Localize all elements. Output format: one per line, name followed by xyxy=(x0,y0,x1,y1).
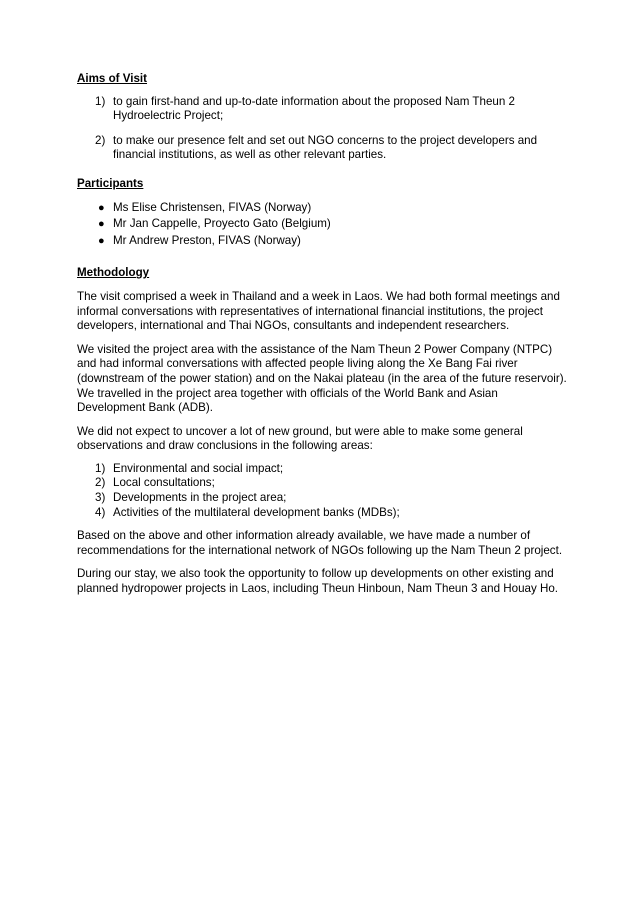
list-item xyxy=(77,506,567,521)
list-item xyxy=(77,476,567,491)
list-text: Ms Elise Christensen, FIVAS (Norway) xyxy=(113,200,312,214)
participants-heading: Participants xyxy=(77,176,144,190)
aims-list xyxy=(77,95,567,163)
bullet-icon: ● xyxy=(98,201,105,214)
list-item xyxy=(77,134,567,163)
list-number: 2) xyxy=(95,133,106,147)
list-text: Developments in the project area; xyxy=(113,491,287,505)
list-item xyxy=(77,201,567,216)
list-text: Mr Andrew Preston, FIVAS (Norway) xyxy=(113,233,301,247)
list-text: Mr Jan Cappelle, Proyecto Gato (Belgium) xyxy=(113,217,331,231)
bullet-icon: ● xyxy=(98,234,105,247)
methodology-paragraph: Based on the above and other information already available, we have made a number of recommendations for the international network of NGOs following up the Nam Theun 2 project. xyxy=(77,529,563,557)
methodology-paragraph: We visited the project area with the assistance of the Nam Theun 2 Power Company (NTPC) and had informal conversations with affected people living along the Xe Bang Fai river (downstream of the power station) and on the Nakai plateau (in the area of the future reservoir). We travelled in the project area together with officials of the World Bank and Asian Development Bank (ADB). xyxy=(77,342,567,415)
methodology-paragraph: During our stay, we also took the opportunity to follow up developments on other existing and planned hydropower projects in Laos, including Theun Hinboun, Nam Theun 3 and Houay Ho. xyxy=(77,567,559,596)
list-item xyxy=(77,462,567,477)
document-page xyxy=(77,72,567,597)
methodology-paragraph: The visit comprised a week in Thailand and a week in Laos. We had both formal meetings and informal conversations with representatives of international financial institutions, the project developers, international and Thai NGOs, consultants and independent researchers. xyxy=(77,289,560,333)
methodology-paragraph: We did not expect to uncover a lot of new ground, but were able to make some general observations and draw conclusions in the following areas: xyxy=(77,424,523,453)
participants-list xyxy=(77,201,567,249)
list-number: 1) xyxy=(95,94,106,108)
list-text: Local consultations; xyxy=(113,476,215,490)
list-number: 2) xyxy=(95,476,106,490)
methodology-heading: Methodology xyxy=(77,266,150,280)
list-item xyxy=(77,95,567,124)
list-number: 4) xyxy=(95,505,106,519)
list-text: Activities of the multilateral development banks (MDBs); xyxy=(113,505,400,519)
list-text: Environmental and social impact; xyxy=(113,461,284,475)
list-text: to gain first-hand and up-to-date information about the proposed Nam Theun 2 Hydroelectric Project; xyxy=(113,94,515,123)
list-number: 3) xyxy=(95,491,106,505)
areas-list xyxy=(77,462,567,520)
aims-heading: Aims of Visit xyxy=(77,72,148,85)
list-item xyxy=(77,217,567,232)
list-item xyxy=(77,234,567,249)
bullet-icon: ● xyxy=(98,218,105,231)
list-item xyxy=(77,491,567,506)
list-number: 1) xyxy=(95,461,106,475)
list-text: to make our presence felt and set out NGO concerns to the project developers and financial institutions, as well as other relevant parties. xyxy=(113,133,538,162)
